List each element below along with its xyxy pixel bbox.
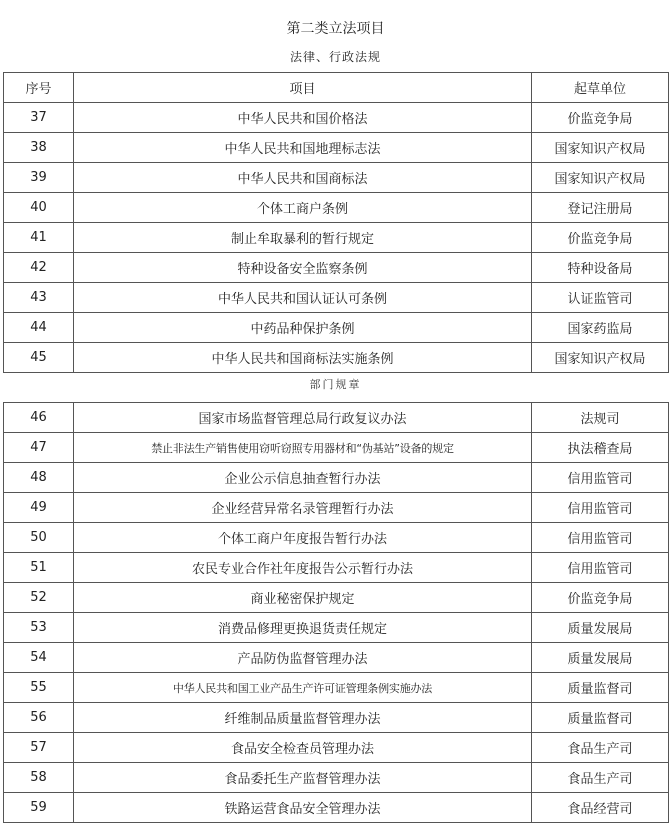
row-number: 49 <box>4 493 74 523</box>
table-row <box>4 763 669 793</box>
row-number: 41 <box>4 223 74 253</box>
row-item: 中药品种保护条例 <box>74 313 532 343</box>
row-number: 44 <box>4 313 74 343</box>
row-unit: 特种设备局 <box>532 253 669 283</box>
row-unit: 国家药监局 <box>532 313 669 343</box>
table-row <box>4 103 669 133</box>
row-unit: 信用监管司 <box>532 523 669 553</box>
table-row <box>4 223 669 253</box>
row-item: 中华人民共和国价格法 <box>74 103 532 133</box>
header-unit: 起草单位 <box>532 73 669 103</box>
row-number: 42 <box>4 253 74 283</box>
row-unit: 质量发展局 <box>532 613 669 643</box>
table-row <box>4 793 669 823</box>
row-item: 中华人民共和国地理标志法 <box>74 133 532 163</box>
row-number: 40 <box>4 193 74 223</box>
row-number: 53 <box>4 613 74 643</box>
row-unit: 价监竞争局 <box>532 583 669 613</box>
row-unit: 信用监管司 <box>532 553 669 583</box>
laws-table <box>3 72 669 373</box>
row-item: 国家市场监督管理总局行政复议办法 <box>74 403 532 433</box>
rules-table <box>3 402 669 823</box>
row-number: 55 <box>4 673 74 703</box>
section-label-laws: 法律、行政法规 <box>289 50 381 64</box>
row-unit: 国家知识产权局 <box>532 163 669 193</box>
row-unit: 食品经营司 <box>532 793 669 823</box>
table-row <box>4 343 669 373</box>
row-unit: 质量发展局 <box>532 643 669 673</box>
row-item: 中华人民共和国商标法实施条例 <box>74 343 532 373</box>
row-number: 43 <box>4 283 74 313</box>
table-row <box>4 163 669 193</box>
row-item: 企业经营异常名录管理暂行办法 <box>74 493 532 523</box>
row-item: 商业秘密保护规定 <box>74 583 532 613</box>
row-item: 中华人民共和国工业产品生产许可证管理条例实施办法 <box>74 673 532 703</box>
row-item: 消费品修理更换退货责任规定 <box>74 613 532 643</box>
section-label-rules: 部门规章 <box>309 378 362 391</box>
row-number: 56 <box>4 703 74 733</box>
row-number: 37 <box>4 103 74 133</box>
row-item: 中华人民共和国商标法 <box>74 163 532 193</box>
row-unit: 国家知识产权局 <box>532 343 669 373</box>
table-header-row <box>4 73 669 103</box>
table-row <box>4 673 669 703</box>
row-number: 58 <box>4 763 74 793</box>
row-item: 特种设备安全监察条例 <box>74 253 532 283</box>
table-row <box>4 433 669 463</box>
row-unit: 食品生产司 <box>532 763 669 793</box>
row-unit: 国家知识产权局 <box>532 133 669 163</box>
row-number: 57 <box>4 733 74 763</box>
table-row <box>4 523 669 553</box>
row-item: 个体工商户年度报告暂行办法 <box>74 523 532 553</box>
table-row <box>4 193 669 223</box>
row-unit: 认证监管司 <box>532 283 669 313</box>
row-item: 农民专业合作社年度报告公示暂行办法 <box>74 553 532 583</box>
row-unit: 信用监管司 <box>532 463 669 493</box>
table-row <box>4 463 669 493</box>
row-number: 59 <box>4 793 74 823</box>
row-item: 食品委托生产监督管理办法 <box>74 763 532 793</box>
table-row <box>4 643 669 673</box>
row-unit: 登记注册局 <box>532 193 669 223</box>
table-row <box>4 583 669 613</box>
table-row <box>4 703 669 733</box>
table-row <box>4 733 669 763</box>
row-item: 制止牟取暴利的暂行规定 <box>74 223 532 253</box>
table-row <box>4 283 669 313</box>
table-row <box>4 553 669 583</box>
table-row <box>4 613 669 643</box>
row-number: 39 <box>4 163 74 193</box>
table-row <box>4 403 669 433</box>
row-number: 52 <box>4 583 74 613</box>
row-number: 54 <box>4 643 74 673</box>
row-number: 45 <box>4 343 74 373</box>
table-row <box>4 133 669 163</box>
row-unit: 食品生产司 <box>532 733 669 763</box>
row-item: 铁路运营食品安全管理办法 <box>74 793 532 823</box>
header-item: 项目 <box>74 73 532 103</box>
row-unit: 价监竞争局 <box>532 103 669 133</box>
page-title: 第二类立法项目 <box>286 21 385 37</box>
row-item: 企业公示信息抽查暂行办法 <box>74 463 532 493</box>
row-number: 48 <box>4 463 74 493</box>
row-item: 个体工商户条例 <box>74 193 532 223</box>
row-unit: 法规司 <box>532 403 669 433</box>
row-unit: 质量监督司 <box>532 673 669 703</box>
row-number: 47 <box>4 433 74 463</box>
header-no: 序号 <box>4 73 74 103</box>
table-row <box>4 313 669 343</box>
row-item: 禁止非法生产销售使用窃听窃照专用器材和“伪基站”设备的规定 <box>74 433 532 463</box>
row-number: 50 <box>4 523 74 553</box>
table-row <box>4 493 669 523</box>
row-item: 产品防伪监督管理办法 <box>74 643 532 673</box>
row-item: 纤维制品质量监督管理办法 <box>74 703 532 733</box>
row-number: 38 <box>4 133 74 163</box>
table-row <box>4 253 669 283</box>
row-number: 46 <box>4 403 74 433</box>
row-item: 中华人民共和国认证认可条例 <box>74 283 532 313</box>
row-number: 51 <box>4 553 74 583</box>
row-unit: 信用监管司 <box>532 493 669 523</box>
row-unit: 质量监督司 <box>532 703 669 733</box>
row-item: 食品安全检查员管理办法 <box>74 733 532 763</box>
row-unit: 执法稽查局 <box>532 433 669 463</box>
row-unit: 价监竞争局 <box>532 223 669 253</box>
